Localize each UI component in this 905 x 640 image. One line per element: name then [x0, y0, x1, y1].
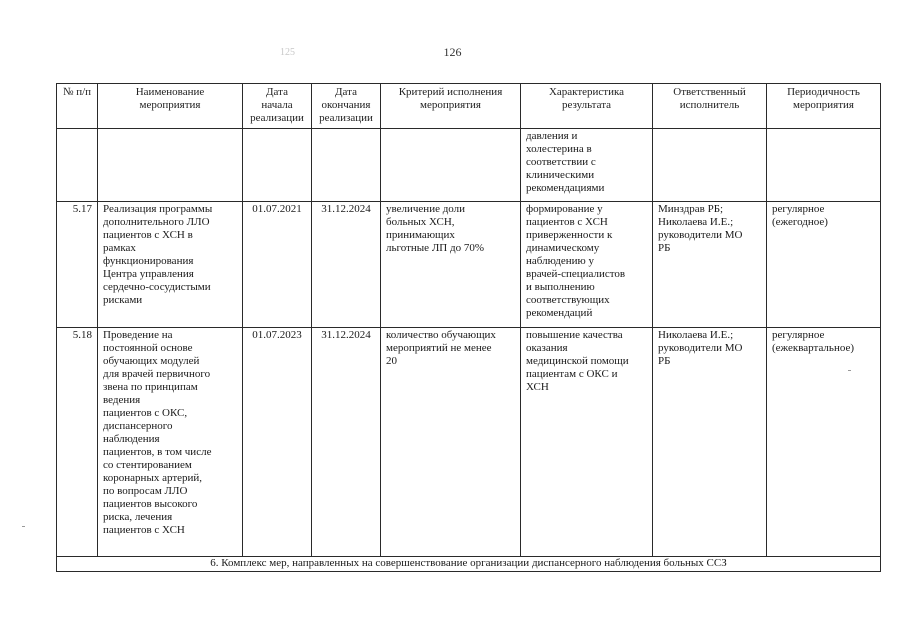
cell-num	[57, 129, 98, 202]
table-row	[57, 129, 881, 202]
header-result: Характеристика результата	[521, 84, 653, 129]
header-name: Наименование мероприятия	[98, 84, 243, 129]
cell-periodicity: регулярное (ежеквартальное)	[767, 328, 881, 557]
header-periodicity: Периодичность мероприятия	[767, 84, 881, 129]
header-row	[57, 84, 881, 129]
table-row	[57, 202, 881, 328]
cell-name: Реализация программы дополнительного ЛЛО пациентов с ХСН в рамках функционирования Центра управления сердечно-сосудистыми рисками	[98, 202, 243, 328]
cell-end: 31.12.2024	[312, 202, 381, 328]
cell-end: 31.12.2024	[312, 328, 381, 557]
header-end-date: Дата окончания реализации	[312, 84, 381, 129]
scan-speck	[22, 526, 25, 527]
cell-periodicity: регулярное (ежегодное)	[767, 202, 881, 328]
header-start-date: Дата начала реализации	[243, 84, 312, 129]
cell-name	[98, 129, 243, 202]
table-row	[57, 328, 881, 557]
header-criterion: Критерий исполнения мероприятия	[381, 84, 521, 129]
cell-criterion: увеличение доли больных ХСН, принимающих льготные ЛП до 70%	[381, 202, 521, 328]
cell-result: формирование у пациентов с ХСН приверженности к динамическому наблюдению у врачей-специалистов и выполнению соответствующих рекомендаций	[521, 202, 653, 328]
cell-num: 5.18	[57, 328, 98, 557]
cell-responsible: Николаева И.Е.; руководители МО РБ	[653, 328, 767, 557]
measures-table	[56, 83, 881, 572]
section-heading: 6. Комплекс мер, направленных на совершенствование организации диспансерного наблюдения больных ССЗ	[57, 557, 881, 572]
ghost-page-number: 125	[280, 47, 295, 58]
header-num: № п/п	[57, 84, 98, 129]
cell-start: 01.07.2021	[243, 202, 312, 328]
header-responsible: Ответственный исполнитель	[653, 84, 767, 129]
cell-criterion	[381, 129, 521, 202]
cell-responsible	[653, 129, 767, 202]
cell-end	[312, 129, 381, 202]
cell-start	[243, 129, 312, 202]
cell-result: повышение качества оказания медицинской помощи пациентам с ОКС и ХСН	[521, 328, 653, 557]
cell-responsible: Минздрав РБ; Николаева И.Е.; руководители МО РБ	[653, 202, 767, 328]
section-heading-row	[57, 557, 881, 572]
cell-criterion: количество обучающих мероприятий не менее 20	[381, 328, 521, 557]
scan-speck	[848, 370, 851, 371]
page-number: 126	[443, 45, 462, 59]
cell-name: Проведение на постоянной основе обучающих модулей для врачей первичного звена по принципам ведения пациентов с ОКС, диспансерного наблюдения пациентов, в том числе со стентированием коронарных артерий, по вопросам ЛЛО пациентов высокого риска, лечения пациентов с ХСН	[98, 328, 243, 557]
cell-num: 5.17	[57, 202, 98, 328]
cell-periodicity	[767, 129, 881, 202]
cell-start: 01.07.2023	[243, 328, 312, 557]
cell-result: давления и холестерина в соответствии с клиническими рекомендациями	[521, 129, 653, 202]
